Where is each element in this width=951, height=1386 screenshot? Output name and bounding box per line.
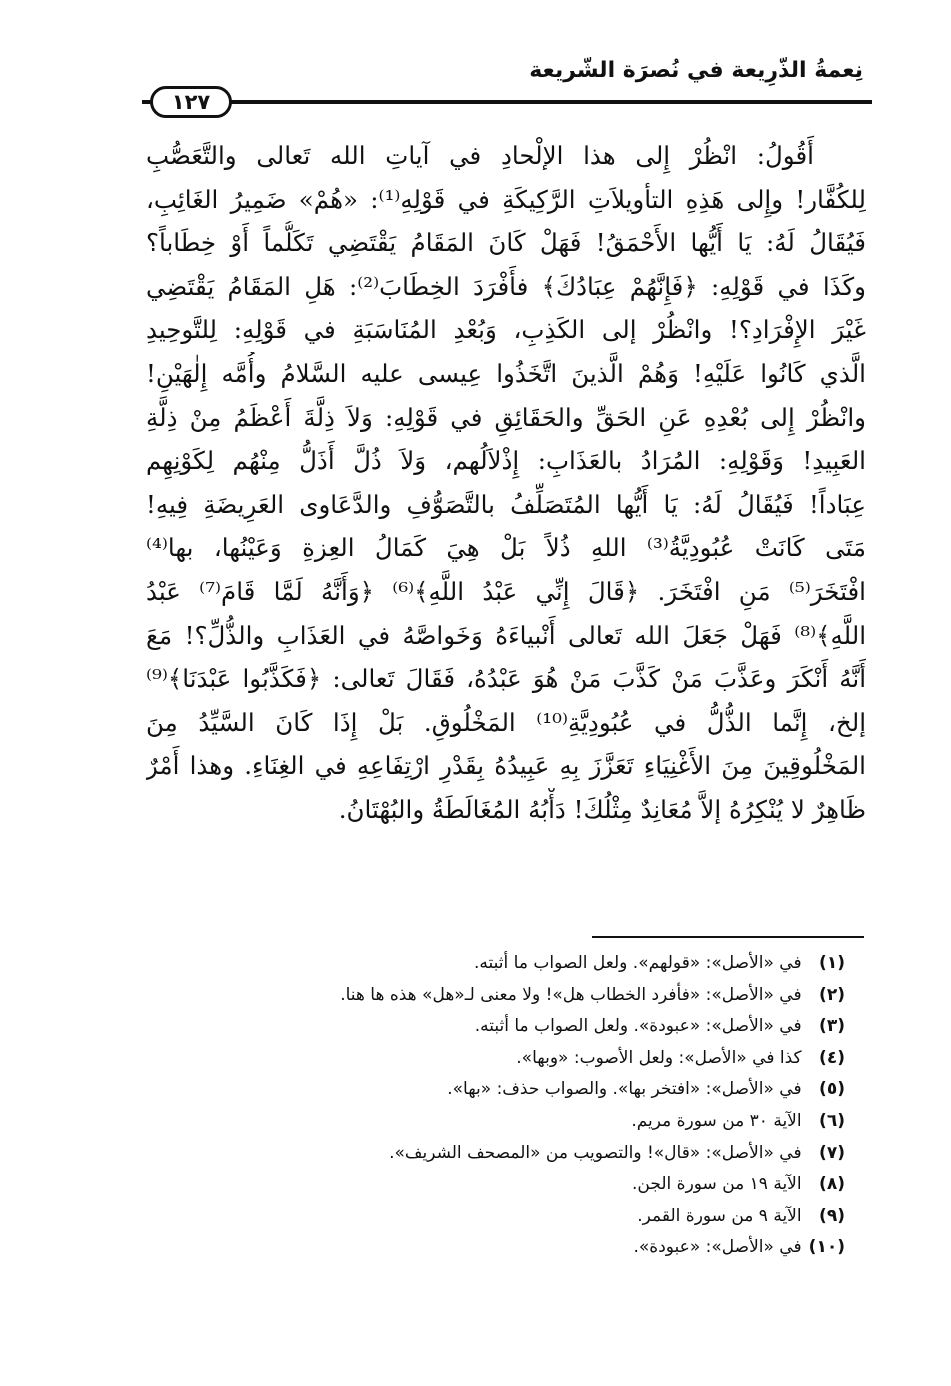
footnote-number: (٩)	[819, 1205, 845, 1226]
footnote-number: (٧)	[819, 1142, 845, 1163]
footnote-number: (٥)	[819, 1079, 845, 1100]
footnote-text: في «الأصل»: «عبودة».	[633, 1237, 802, 1258]
footnote	[165, 1232, 845, 1264]
footnote-text: في «الأصل»: «قولهم». ولعل الصواب ما أثبته.	[474, 953, 802, 973]
footnote-text: في «الأصل»: «فأفرد الخطاب هل»! ولا معنى لـ«هل» هذه ها هنا.	[340, 984, 802, 1005]
footnote-number: (٤)	[819, 1047, 845, 1068]
text-line: مَتَى كَانَتْ عُبُودِيَّةُ⁽³⁾ اللهِ ذُلاً بَلْ هِيَ كَمَالُ العِزةِ وَعَيْنُها، بها⁽⁴⁾	[146, 533, 866, 563]
footnote-number: (١٠)	[808, 1237, 845, 1258]
footnote-text: كذا في «الأصل»: ولعل الأصوب: «وبها».	[516, 1047, 802, 1068]
text-line: فَيُقَالُ لَهُ: يَا أَيُّها الأَحْمَقُ! فَهَلْ كَانَ المَقَامُ يَقْتَضِي تَكَلُّماً أَوْ خِطَاباً؟	[146, 228, 866, 258]
header-rule-line	[142, 100, 872, 104]
text-line: وكَذَا في قَوْلِهِ: ﴿فَإِنَّهُمْ عِبَادُكَ﴾ فأَفْرَدَ الخِطَابَ⁽²⁾: هَلِ المَقَامُ يَقْتَضِي	[146, 271, 866, 301]
text-line: افْتَخَرَ⁽⁵⁾ مَنِ افْتَخَرَ. ﴿قَالَ إِنِّي عَبْدُ اللَّهِ﴾⁽⁶⁾ ﴿وَأَنَّهُ لَمَّا قَامَ⁽⁷⁾ عَبْدُ	[146, 576, 866, 606]
footnote	[165, 1011, 845, 1043]
main-text	[146, 134, 866, 832]
text-line: اللَّهِ﴾⁽⁸⁾ فَهَلْ جَعَلَ الله تَعالى أَنْبياءَهُ وَخَواصَّهُ في العَذَابِ والذُّلِّ؟! مَعَ	[146, 620, 866, 650]
footnote	[165, 1043, 845, 1075]
footnote	[165, 1106, 845, 1138]
header-rule	[142, 97, 872, 107]
footnote-text: الآية ١٩ من سورة الجن.	[632, 1174, 802, 1195]
footnote-text: في «الأصل»: «قال»! والتصويب من «المصحف الشريف».	[389, 1142, 802, 1163]
footnote-number: (٨)	[819, 1174, 845, 1195]
footnote-number: (٣)	[819, 1016, 845, 1037]
footnote-separator	[592, 936, 864, 938]
text-line: العَبِيدِ! وَقَوْلِهِ: المُرَادُ بالعَذَابِ: إِذْلاَلُهم، وَلاَ ذُلَّ أَذَلُّ مِنْهُم لِكَوْنِهِم	[146, 446, 866, 476]
footnote-number: (٦)	[819, 1110, 845, 1131]
text-line: لِلكُفَّار! وإِلى هَذِهِ التأويلاَتِ الرَّكِيكَةِ في قَوْلِهِ⁽¹⁾: «هُمْ» ضَمِيرُ الغَائِبِ،	[146, 184, 866, 214]
footnote-number: (٢)	[819, 984, 845, 1005]
footnote-number: (١)	[819, 953, 845, 973]
running-header-title: نِعمةُ الذّرِيعة في نُصرَة الشّريعة	[529, 58, 863, 83]
text-line: ظَاهِرٌ لا يُنْكِرُهُ إلاَّ مُعَانِدٌ مِثْلُكَ! دَأْبُهُ المُغَالَطَةُ والبُهْتَانُ.	[338, 794, 866, 824]
text-line: غَيْرَ الإِفْرَادِ؟! وانْظُرْ إلى الكَذِبِ، وَبُعْدِ المُنَاسَبَةِ في قَوْلِهِ: لِلتَّوحِيدِ	[146, 315, 866, 345]
text-line: وانْظُرْ إِلى بُعْدِهِ عَنِ الحَقِّ والحَقَائِقِ في قَوْلِهِ: وَلاَ ذِلَّةَ أَعْظَمُ مِنْ ذِلَّةِ	[146, 402, 866, 432]
text-line: الَّذي كَانُوا عَلَيْهِ! وَهُمْ الَّذينَ اتَّخَذُوا عِيسى عليه السَّلامُ وأُمَّه إِلٰهَيْنِ!	[146, 358, 866, 388]
footnote	[165, 948, 845, 980]
footnote-text: الآية ٣٠ من سورة مريم.	[631, 1110, 802, 1131]
footnote-text: في «الأصل»: «عبودة». ولعل الصواب ما أثبته.	[474, 1016, 802, 1037]
text-line: أَقُولُ: انْظُرْ إِلى هذا الإلْحادِ في آياتِ الله تَعالى والتَّعَصُّبِ	[146, 141, 814, 170]
text-line: المَخْلُوقِينَ مِنَ الأَغْنِيَاءِ تَعَزَّزَ بِهِ عَبِيدُهُ بِقَدْرِ ارْتِفَاعِهِ في الغِنَاءِ. وهذا أَمْرٌ	[146, 751, 866, 781]
footnote	[165, 1169, 845, 1201]
footnote-text: الآية ٩ من سورة القمر.	[637, 1205, 802, 1226]
footnote	[165, 1201, 845, 1233]
footnote	[165, 980, 845, 1012]
text-line: إلخ، إِنَّما الذُّلُّ في عُبُودِيَّةِ⁽¹⁰⁾ المَخْلُوقِ. بَلْ إِذَا كَانَ السَّيِّدُ مِنَ	[146, 707, 866, 737]
footnotes	[165, 948, 845, 1264]
text-line: عِبَاداً! فَيُقَالُ لَهُ: يَا أَيُّها المُتَصَلِّفُ بالتَّصَوُّفِ والدَّعَاوى العَرِيضَةِ فِيهِ!	[146, 489, 866, 519]
footnote	[165, 1074, 845, 1106]
footnote	[165, 1138, 845, 1170]
page-number: ١٢٧	[150, 86, 232, 118]
footnote-text: في «الأصل»: «افتخر بها». والصواب حذف: «بها».	[447, 1079, 802, 1100]
text-line: أَنَّهُ أَنْكَرَ وعَذَّبَ مَنْ كَذَّبَ مَنْ هُوَ عَبْدُهُ، فَقَالَ تَعالى: ﴿فَكَذَّبُوا عَبْدَنَا﴾⁽⁹⁾	[146, 664, 866, 694]
